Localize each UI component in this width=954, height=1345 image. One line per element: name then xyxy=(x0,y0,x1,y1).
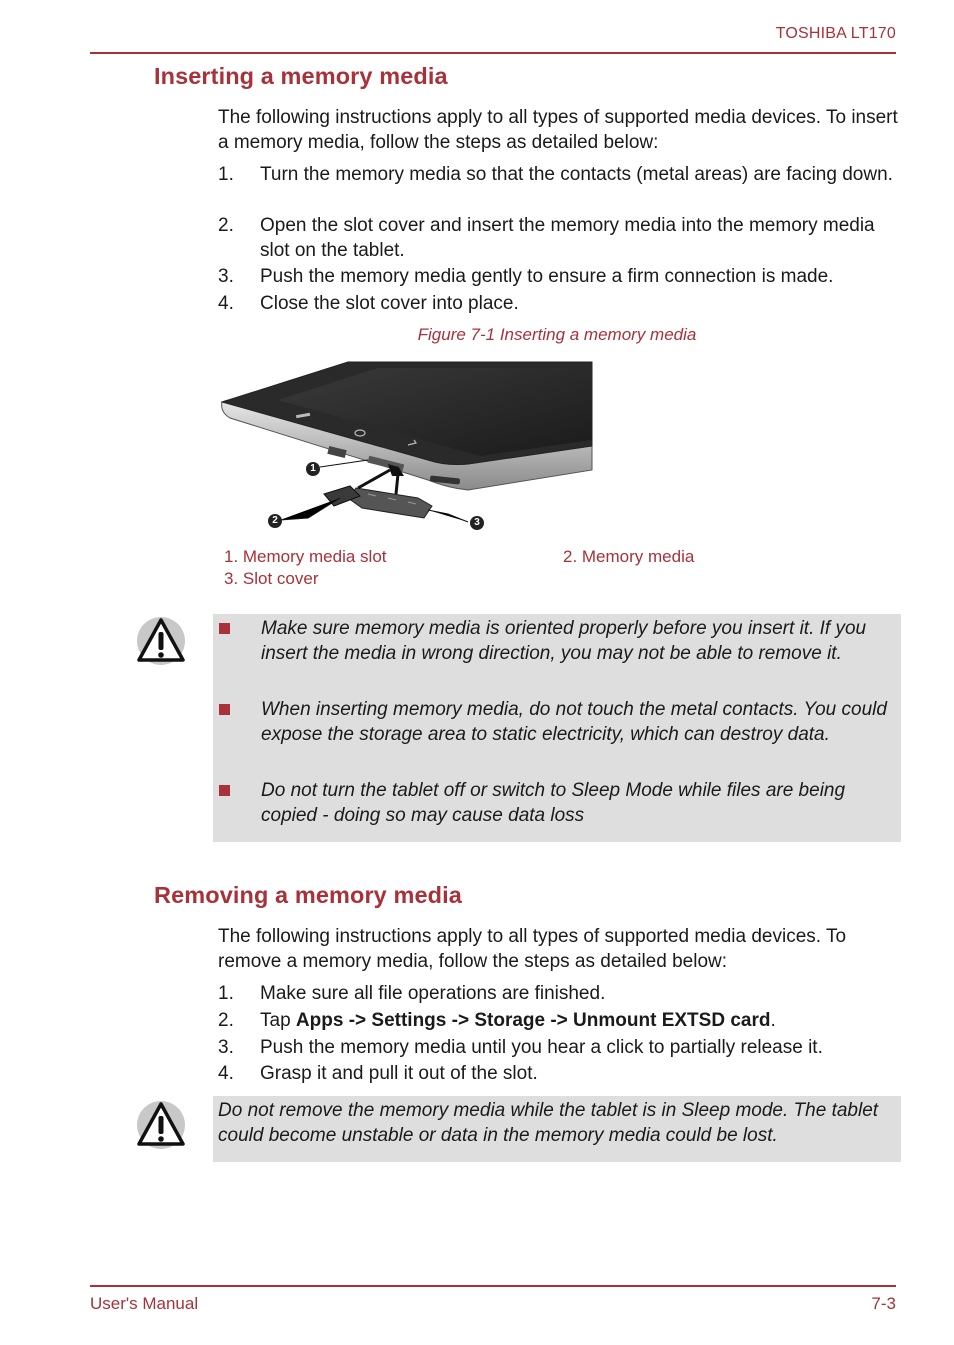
caution-item: Do not turn the tablet off or switch to Sleep Mode while files are being copied - doing so may cause data loss xyxy=(261,780,846,826)
caution-bullet xyxy=(219,785,230,796)
figure-legend-item: 2. Memory media xyxy=(563,547,695,566)
callout-marker: 1 xyxy=(306,462,320,476)
warning-triangle-icon xyxy=(136,616,186,666)
step-number: 2. xyxy=(218,1010,234,1031)
caution-item: Make sure memory media is oriented properly before you insert it. If you insert the media in wrong direction, you may not be able to remove it. xyxy=(261,618,867,664)
step-text: Open the slot cover and insert the memory media into the memory media slot on the tablet. xyxy=(260,215,875,261)
step-text: Push the memory media until you hear a click to partially release it. xyxy=(260,1037,823,1058)
step-text-prefix: Tap xyxy=(260,1010,296,1031)
section-intro-removing: The following instructions apply to all types of supported media devices. To remove a memory media, follow the steps as detailed below: xyxy=(218,926,847,972)
menu-path: Apps -> Settings -> Storage -> Unmount EXTSD card xyxy=(295,1010,771,1031)
step-text: Turn the memory media so that the contacts (metal areas) are facing down. xyxy=(260,164,893,185)
step-number: 2. xyxy=(218,215,234,236)
caution-bullet xyxy=(219,623,230,634)
step-text-suffix: . xyxy=(770,1010,776,1031)
callout-marker: 2 xyxy=(268,514,282,528)
tablet-memory-card-illustration xyxy=(218,360,596,538)
step-text: Make sure all file operations are finished. xyxy=(260,983,606,1004)
footer-rule xyxy=(90,1285,896,1287)
step-item xyxy=(218,163,898,213)
caution-bullet xyxy=(219,704,230,715)
step-number: 4. xyxy=(218,293,234,314)
step-item xyxy=(218,214,898,264)
caution-item: When inserting memory media, do not touch the metal contacts. You could expose the storage area to static electricity, which can destroy data. xyxy=(261,699,887,745)
header-rule xyxy=(90,52,896,54)
figure-caption: Figure 7-1 Inserting a memory media xyxy=(417,325,697,344)
step-item xyxy=(218,982,898,1007)
step-number: 3. xyxy=(218,1037,234,1058)
figure-legend-item: 1. Memory media slot xyxy=(224,547,387,566)
step-number: 3. xyxy=(218,266,234,287)
step-item xyxy=(218,1036,898,1061)
header-brand: TOSHIBA LT170 xyxy=(775,25,896,42)
step-text: Grasp it and pull it out of the slot. xyxy=(260,1063,538,1084)
step-number: 4. xyxy=(218,1063,234,1084)
figure-legend-item: 3. Slot cover xyxy=(224,569,319,588)
caution-text: Do not remove the memory media while the tablet is in Sleep mode. The tablet could become unstable or data in the memory media could be lost. xyxy=(218,1100,879,1146)
step-text: Push the memory media gently to ensure a firm connection is made. xyxy=(260,266,834,287)
step-item xyxy=(218,292,898,317)
step-number: 1. xyxy=(218,983,234,1004)
step-item xyxy=(218,1009,898,1034)
step-text: Close the slot cover into place. xyxy=(260,293,519,314)
footer-page-number: 7-3 xyxy=(871,1294,896,1313)
warning-triangle-icon xyxy=(136,1100,186,1150)
step-number: 1. xyxy=(218,164,234,185)
step-item xyxy=(218,265,898,290)
section-intro-inserting: The following instructions apply to all types of supported media devices. To insert a memory media, follow the steps as detailed below: xyxy=(218,107,898,153)
section-heading-inserting: Inserting a memory media xyxy=(154,63,448,89)
step-text xyxy=(260,1009,898,1034)
section-heading-removing: Removing a memory media xyxy=(154,882,462,908)
footer-manual-title: User's Manual xyxy=(90,1294,199,1313)
callout-marker: 3 xyxy=(470,516,484,530)
step-item xyxy=(218,1062,898,1087)
